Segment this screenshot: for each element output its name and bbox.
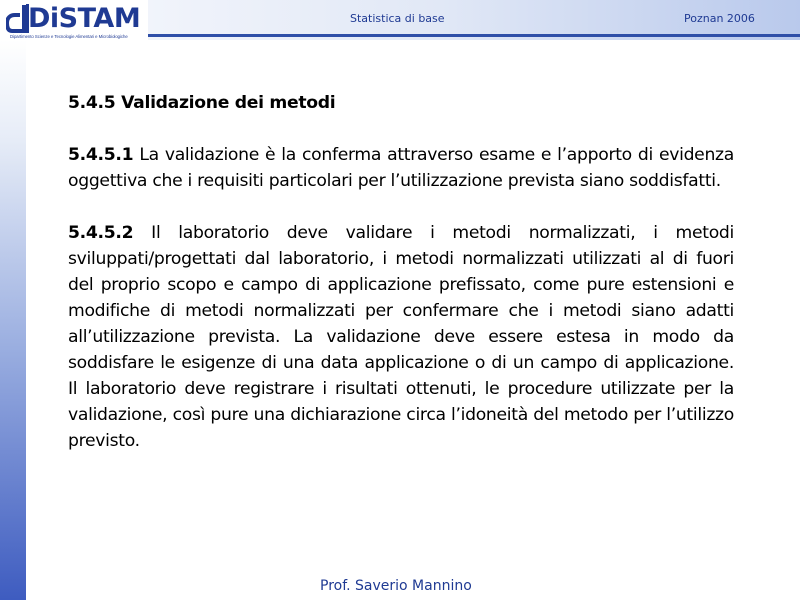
paragraph-1-text: La validazione è la conferma attraverso esame e l’apporto di evidenza oggettiva che i requisiti particolari per l’utilizzazione prevista siano soddisfatti. xyxy=(68,145,734,191)
paragraph-2 xyxy=(68,220,734,454)
paragraph-1-number: 5.4.5.1 xyxy=(68,145,134,165)
logo-mark-icon xyxy=(6,3,30,35)
distam-logo xyxy=(6,3,148,41)
paragraph-2-text: Il laboratorio deve validare i metodi normalizzati, i metodi sviluppati/progettati dal laboratorio, i metodi normalizzati utilizzati al di fuori del proprio scopo e campo di applicazione prefissato, come pure estensioni e modifiche di metodi normalizzati per confermare che i metodi siano adatti all’utilizzazione prevista. La validazione deve essere estesa in modo da soddisfare le esigenze di una data applicazione o di un campo di applicazione. Il laboratorio deve registrare i risultati ottenuti, le procedure utilizzate per la validazione, così pure una dichiarazione circa l’idoneità del metodo per l’utilizzo previsto. xyxy=(68,223,734,451)
header-title: Statistica di base xyxy=(350,12,445,25)
logo-name: DiSTAM xyxy=(28,3,141,34)
section-heading: 5.4.5 Validazione dei metodi xyxy=(68,93,336,113)
left-gradient-bar xyxy=(0,40,26,600)
header-divider xyxy=(148,34,800,37)
paragraph-1 xyxy=(68,142,734,194)
logo-subtitle: Dipartimento Scienze e Tecnologie Alimentari e Microbiologiche xyxy=(10,34,128,39)
paragraph-2-number: 5.4.5.2 xyxy=(68,223,134,243)
footer-author: Prof. Saverio Mannino xyxy=(320,578,472,594)
header-location-date: Poznan 2006 xyxy=(684,12,755,25)
slide-content xyxy=(68,90,734,480)
